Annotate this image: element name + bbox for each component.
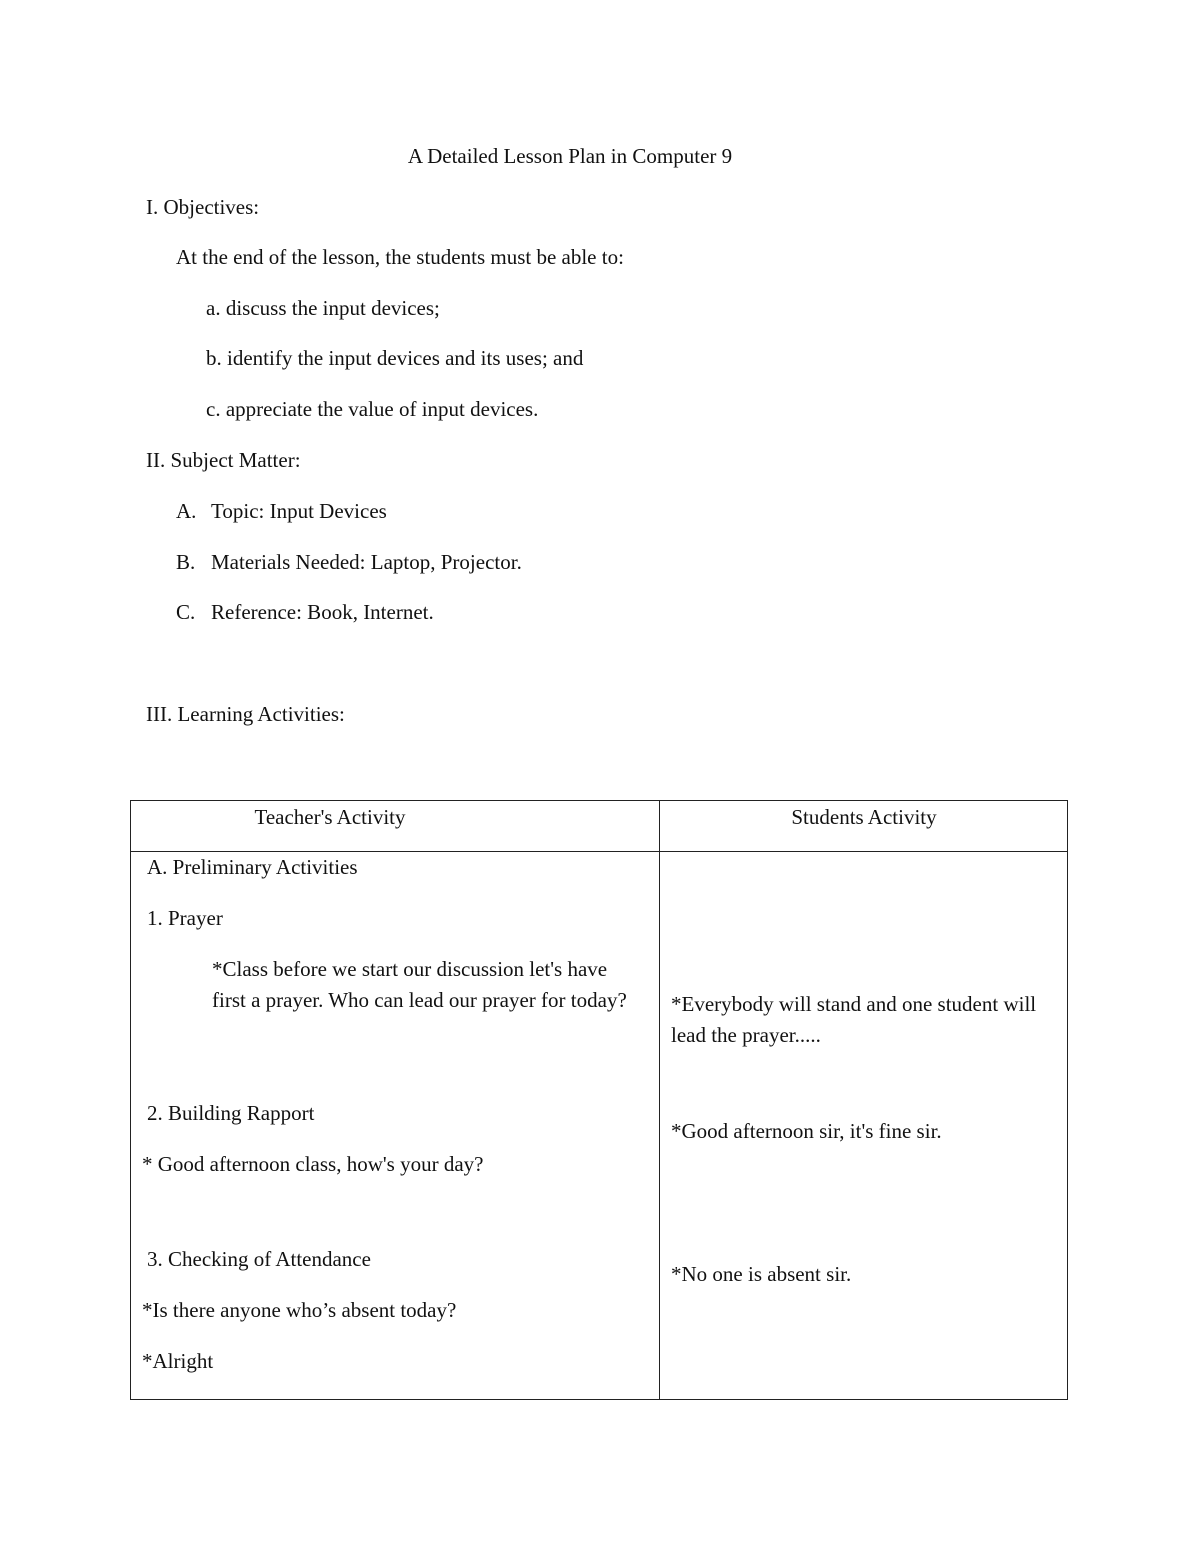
rapport-heading: 2. Building Rapport — [147, 1101, 315, 1125]
subject-item-c-marker: C. — [176, 600, 196, 624]
objective-item-b: b. identify the input devices and its uses; and — [206, 346, 584, 370]
prayer-heading: 1. Prayer — [147, 906, 223, 930]
rapport-text: * Good afternoon class, how's your day? — [142, 1152, 484, 1176]
attendance-response: *No one is absent sir. — [671, 1262, 852, 1286]
objectives-intro: At the end of the lesson, the students must be able to: — [176, 245, 624, 269]
subject-item-b-marker: B. — [176, 550, 196, 574]
subject-item-c-text: Reference: Book, Internet. — [211, 600, 434, 624]
header-students-activity: Students Activity — [791, 805, 937, 829]
table-column-divider — [659, 801, 660, 1399]
attendance-heading: 3. Checking of Attendance — [147, 1247, 371, 1271]
objectives-heading: I. Objectives: — [146, 195, 260, 219]
prayer-text: *Class before we start our discussion let's have first a prayer. Who can lead our prayer for today? — [212, 957, 627, 1012]
objective-item-a: a. discuss the input devices; — [206, 296, 440, 320]
subject-item-b-text: Materials Needed: Laptop, Projector. — [211, 550, 522, 574]
header-teacher-activity: Teacher's Activity — [254, 805, 406, 829]
activities-table — [130, 800, 1068, 1400]
subject-item-a-marker: A. — [176, 499, 197, 523]
subject-matter-heading: II. Subject Matter: — [146, 448, 301, 472]
attendance-reply: *Alright — [142, 1349, 214, 1373]
learning-activities-heading: III. Learning Activities: — [146, 702, 345, 726]
table-header-divider — [131, 851, 1067, 852]
rapport-response: *Good afternoon sir, it's fine sir. — [671, 1119, 942, 1143]
prayer-response: *Everybody will stand and one student will lead the prayer..... — [671, 992, 1037, 1047]
subject-item-a-text: Topic: Input Devices — [211, 499, 387, 523]
preliminary-activities: A. Preliminary Activities — [147, 855, 358, 879]
document-title: A Detailed Lesson Plan in Computer 9 — [407, 144, 733, 168]
objective-item-c: c. appreciate the value of input devices. — [206, 397, 539, 421]
attendance-question: *Is there anyone who’s absent today? — [142, 1298, 457, 1322]
